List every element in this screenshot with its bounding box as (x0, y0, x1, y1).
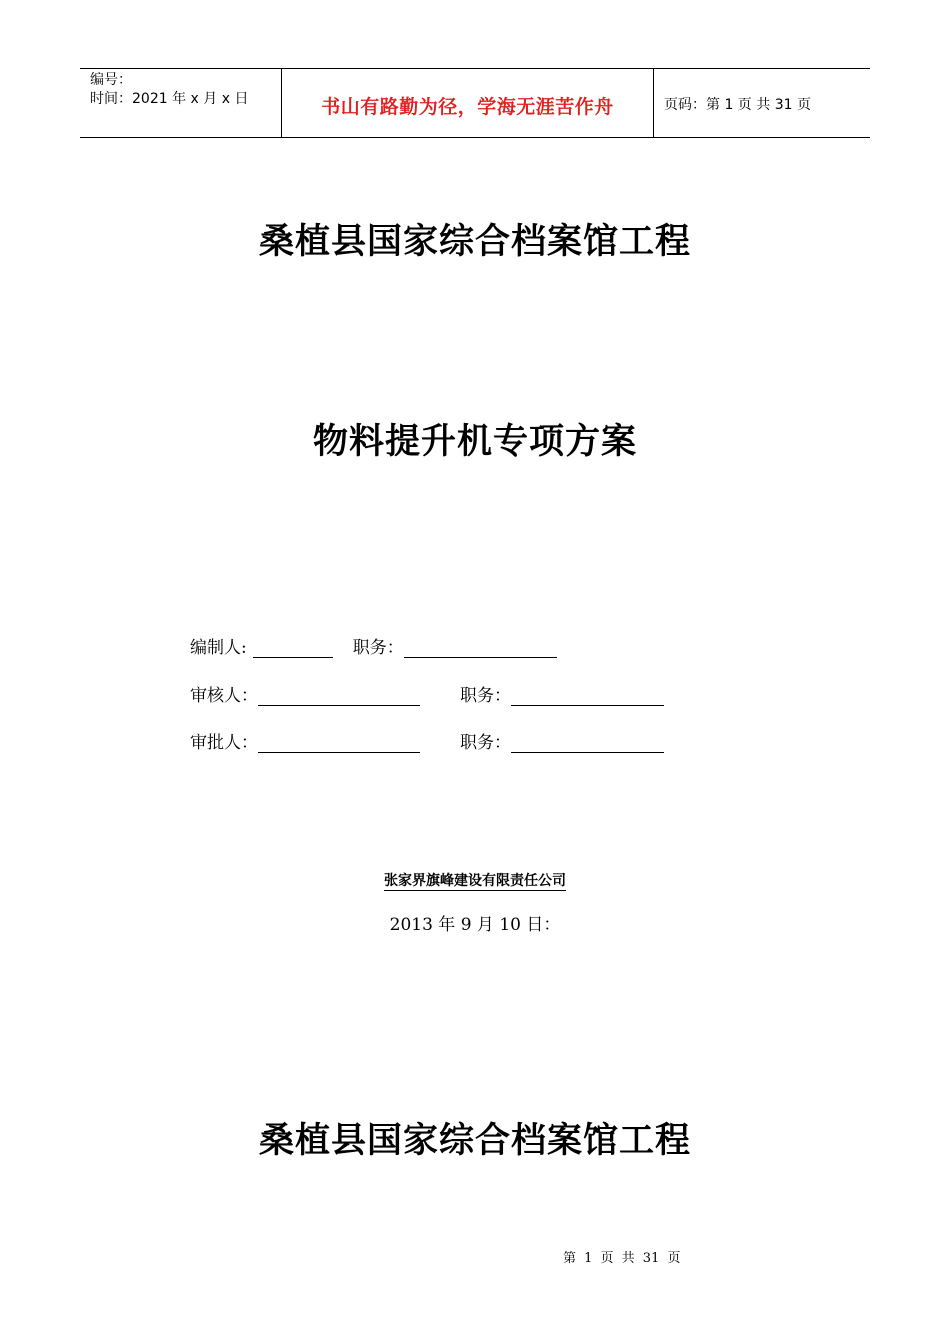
document-time-label: 时间：2021 年 x 月 x 日 (90, 91, 249, 107)
reviewer-label: 审核人： (190, 686, 258, 706)
page-info: 页码：第 1 页 共 31 页 (664, 97, 811, 113)
plan-title: 物料提升机专项方案 (312, 422, 637, 462)
motto-text: 书山有路勤为径，学海无涯苦作舟 (321, 95, 614, 118)
reviewer-blank (258, 687, 420, 706)
approver-label: 审批人： (190, 733, 258, 753)
approver-position-label: 职务： (460, 733, 511, 753)
project-title-repeat: 桑植县国家综合档案馆工程 (258, 1121, 691, 1161)
company-name (0, 870, 950, 890)
reviewer-row (190, 680, 664, 706)
header-table (80, 68, 870, 138)
header-page-cell (654, 69, 870, 137)
compiler-row (190, 632, 557, 658)
reviewer-position-label: 职务： (460, 686, 511, 706)
compiler-position-label: 职务： (352, 638, 404, 658)
document-number-label: 编号： (90, 72, 132, 88)
approver-blank (258, 734, 420, 753)
approver-row (190, 727, 664, 753)
reviewer-position-blank (511, 687, 664, 706)
compiler-label: 编制人: (190, 638, 247, 658)
company-name-text: 张家界旗峰建设有限责任公司 (384, 873, 566, 889)
header-motto-cell (282, 69, 654, 137)
document-date: 2013 年 9 月 10 日： (389, 915, 561, 935)
project-title: 桑植县国家综合档案馆工程 (258, 222, 691, 262)
compiler-blank (253, 639, 333, 658)
header-meta-cell (80, 69, 282, 137)
approver-position-blank (511, 734, 664, 753)
page-footer: 第 1 页 共 31 页 (563, 1251, 681, 1266)
compiler-position-blank (404, 639, 557, 658)
